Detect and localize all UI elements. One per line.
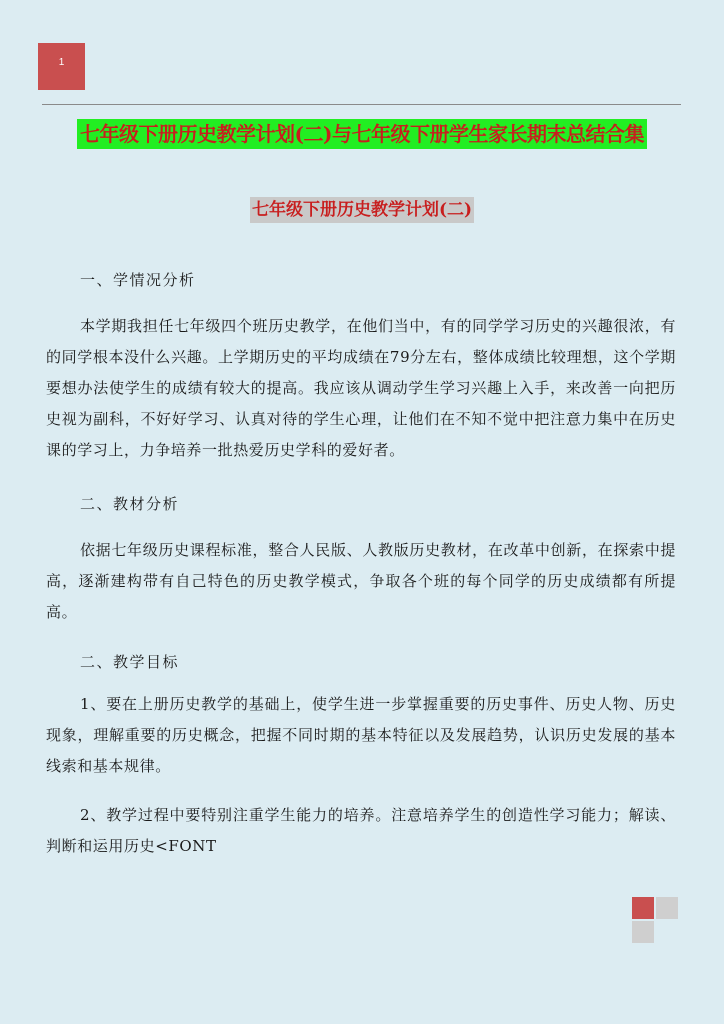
- page-number: 1: [58, 57, 65, 68]
- corner-decoration-gray-square-lower: [632, 921, 654, 943]
- section-heading-analysis: 一、学情况分析: [80, 271, 196, 289]
- header-divider: [42, 104, 681, 105]
- paragraph-goal-1: 1、要在上册历史教学的基础上，使学生进一步掌握重要的历史事件、历史人物、历史现象，理解重要的历史概念，把握不同时期的基本特征以及发展趋势，认识历史发展的基本线索和基本规律。: [46, 695, 676, 775]
- corner-decoration-red-square: [632, 897, 654, 919]
- section-heading-goals: 二、教学目标: [80, 653, 180, 671]
- sub-title-container: [0, 197, 724, 223]
- paragraph-textbook-analysis: 依据七年级历史课程标准，整合人民版、人教版历史教材，在改革中创新，在探索中提高，逐渐建构带有自己特色的历史教学模式，争取各个班的每个同学的历史成绩都有所提高。: [46, 541, 676, 621]
- paragraph-goal-2: 2、教学过程中要特别注重学生能力的培养。注意培养学生的创造性学习能力；解读、判断和运用历史<FONT: [46, 806, 676, 855]
- main-title: 七年级下册历史教学计划(二)与七年级下册学生家长期末总结合集: [77, 119, 647, 149]
- section-heading-textbook: 二、教材分析: [80, 495, 180, 513]
- page-number-badge: [38, 43, 85, 90]
- sub-title: 七年级下册历史教学计划(二): [250, 197, 474, 223]
- paragraph-student-analysis: 本学期我担任七年级四个班历史教学，在他们当中，有的同学学习历史的兴趣很浓，有的同学根本没什么兴趣。上学期历史的平均成绩在79分左右，整体成绩比较理想，这个学期要想办法使学生的成绩有较大的提高。我应该从调动学生学习兴趣上入手，来改善一向把历史视为副科，不好好学习、认真对待的学生心理，让他们在不知不觉中把注意力集中在历史课的学习上，力争培养一批热爱历史学科的爱好者。: [46, 317, 676, 459]
- main-title-container: [0, 119, 724, 149]
- corner-decoration-gray-square: [656, 897, 678, 919]
